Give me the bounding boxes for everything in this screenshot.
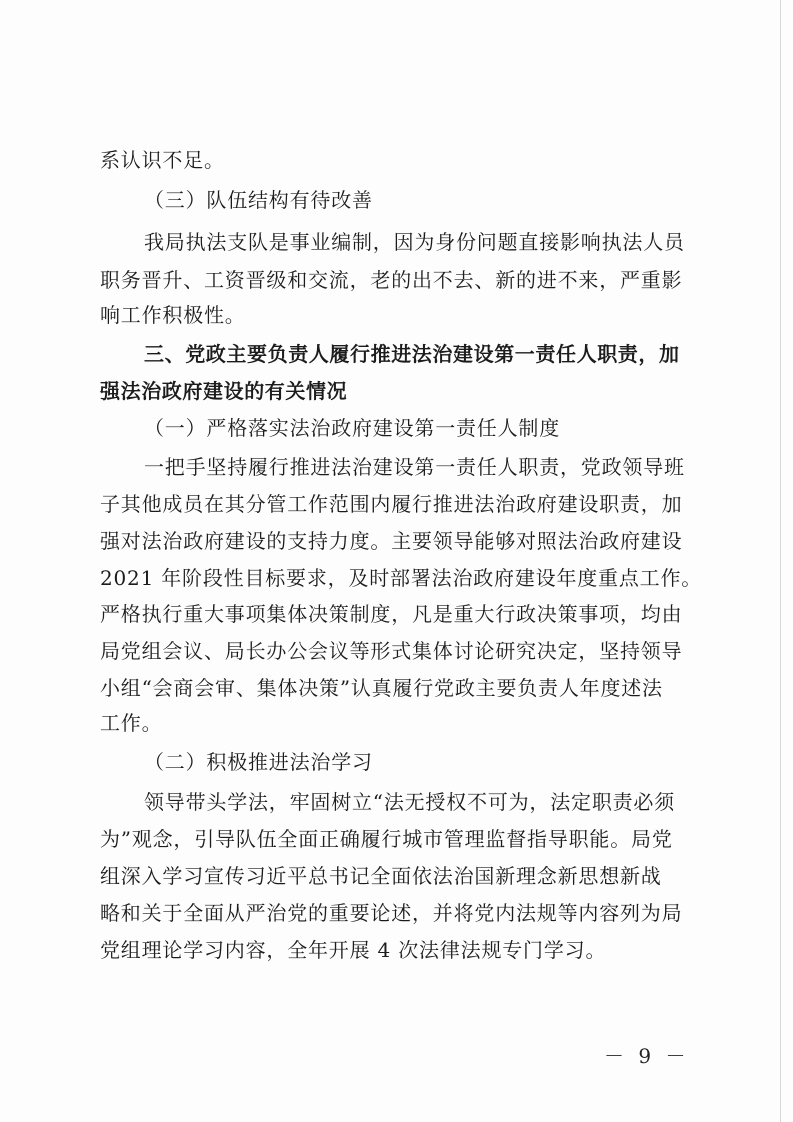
scan-edge-line bbox=[780, 0, 781, 1122]
section-subheading: （三）队伍结构有待改善 bbox=[144, 188, 373, 212]
paragraph-line: 党组理论学习内容，全年开展 4 次法律法规专门学习。 bbox=[100, 938, 607, 962]
paragraph-line: 略和关于全面从严治党的重要论述，并将党内法规等内容列为局 bbox=[100, 901, 683, 925]
paragraph-line: 局党组会议、局长办公会议等形式集体讨论研究决定，坚持领导 bbox=[100, 639, 683, 663]
paragraph-line: 我局执法支队是事业编制，因为身份问题直接影响执法人员 bbox=[144, 230, 685, 254]
section-subheading: （一）严格落实法治政府建设第一责任人制度 bbox=[144, 416, 560, 440]
page-number: － 9 － bbox=[604, 1044, 690, 1068]
section-heading: 强法治政府建设的有关情况 bbox=[100, 379, 348, 403]
paragraph-line: 系认识不足。 bbox=[100, 148, 225, 172]
paragraph-line: 强对法治政府建设的支持力度。主要领导能够对照法治政府建设 bbox=[100, 529, 683, 553]
paragraph-line: 领导带头学法，牢固树立“法无授权不可为，法定职责必须 bbox=[144, 790, 676, 814]
paragraph-line: 职务晋升、工资晋级和交流，老的出不去、新的进不来，严重影 bbox=[100, 268, 683, 292]
paragraph-line: 2021 年阶段性目标要求，及时部署法治政府建设年度重点工作。 bbox=[100, 566, 703, 590]
section-heading: 三、党政主要负责人履行推进法治建设第一责任人职责，加 bbox=[144, 342, 680, 366]
paragraph-line: 响工作积极性。 bbox=[100, 303, 246, 327]
paragraph-line: 一把手坚持履行推进法治建设第一责任人职责，党政领导班 bbox=[144, 455, 685, 479]
paragraph-line: 工作。 bbox=[100, 711, 163, 735]
section-subheading: （二）积极推进法治学习 bbox=[144, 750, 373, 774]
paragraph-line: 子其他成员在其分管工作范围内履行推进法治政府建设职责，加 bbox=[100, 492, 683, 516]
paragraph-line: 小组“会商会审、集体决策”认真履行党政主要负责人年度述法 bbox=[100, 676, 663, 700]
paragraph-line: 严格执行重大事项集体决策制度，凡是重大行政决策事项，均由 bbox=[100, 602, 683, 626]
paragraph-line: 为”观念，引导队伍全面正确履行城市管理监督指导职能。局党 bbox=[100, 827, 673, 851]
paragraph-line: 组深入学习宣传习近平总书记全面依法治国新理念新思想新战 bbox=[100, 864, 662, 888]
